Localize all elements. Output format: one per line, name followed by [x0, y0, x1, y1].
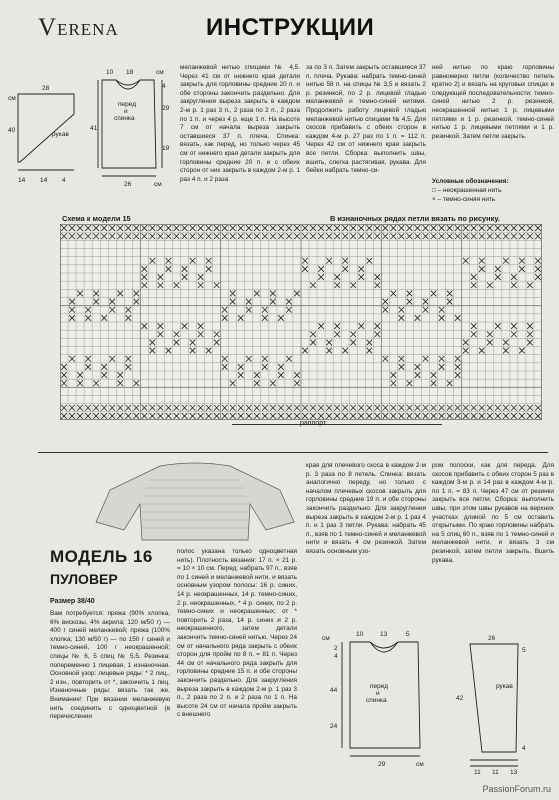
text-column-3: ней нитью по краю горловины равномерно петли (количество петель кратно 2) и вязать на круговых спицах в следующей последовательности: темно-синей нитью 2 р. резинкой, неокрашенной нитью 1 р. лицевыми петлями и 1 р. резинкой, темно-синей нитью 1 р. лицевыми петлями и 1 р. резинкой. Затем петли закрыть. — [432, 64, 554, 140]
svg-text:11: 11 — [474, 769, 481, 776]
schema-title: Схема к модели 15 — [62, 214, 131, 223]
legend-item-cross: × – темно-синяя нить — [432, 195, 496, 203]
svg-text:4: 4 — [334, 653, 338, 660]
text-column-1: меланжевой нитью спицами № 4,5. Через 41 см от нижнего края детали закрыть для горловины средние 20 п. и обе стороны закончить раздельно. Для закругления выреза закрыть в каждом 2-м р. 1 раз 3 п., 2 раза по 2 п., 2 раза по 1 п. и через 4 р. еще 1 п. На высоте 7 см от начала выреза закрыть оставшиеся 37 п. плеча. Спинка: вязать, как перед, но только через 45 см от нижнего края детали закрыть для горловины средние 20 п. и с обеих сторон от них закрыть в каждом 2-м р. 1 раз 4 п. и 2 раза — [180, 64, 300, 183]
svg-text:см: см — [322, 635, 330, 642]
page-header — [38, 12, 538, 42]
svg-text:спинка: спинка — [366, 697, 387, 704]
svg-text:2: 2 — [334, 645, 338, 652]
svg-text:13: 13 — [510, 769, 518, 776]
sweater-illustration — [90, 460, 300, 542]
svg-text:26: 26 — [488, 635, 496, 642]
svg-text:41: 41 — [90, 125, 98, 132]
rapport-line — [232, 424, 442, 425]
model15-pattern-diagram — [6, 64, 176, 192]
svg-text:26: 26 — [124, 181, 132, 188]
page-title: ИНСТРУКЦИИ — [206, 14, 375, 41]
svg-text:рукав: рукав — [496, 683, 513, 690]
svg-text:24: 24 — [330, 723, 338, 730]
svg-text:см: см — [416, 761, 424, 768]
model16-pattern-diagram — [320, 628, 556, 778]
section-divider — [38, 452, 548, 453]
text-column-b1: Вам потребуется: пряжа (90% хлопка, 6% вискозы, 4% акрила; 120 м/50 г) — 400 г синей меланжевой; пряжа (100% хлопка; 130 м/50 г) — по 150 г синей и темно-синей, 100 г неокрашенной; спицы № 6, 5 спиц № 5,5. Резинка: попеременно 1 лицевая, 1 изнаночная. Основной узор: лицевые ряды: * 2 лиц., 2 изн., повторить от *, закончить 1 лиц. Изнаночные ряды: вязать так же. Внимание! При вязании меланжевую нить соединить с одноцветной (в перечислении — [50, 610, 170, 721]
text-column-b4: ром полоски, как для переда. Для скосов прибавить с обеих сторон 5 раз в каждом 3-м р. и 14 раз в каждом 4-м р. по 1 п. = 83 п. Через 47 см от резинки закрыть все петли. Сборка: выполнить швы, при этом швы рукавов на верхних участках длиной по 5 см оставить открытыми. По краю горловины набрать на 5 спиц 60 п., взяв по 1 темно-синей и меланжевой нити, и вязать 3 см резинкой, затем петли закрыть. Вшить рукава. — [432, 462, 554, 564]
legend — [432, 178, 556, 204]
footer-watermark: PassionForum.ru — [482, 784, 551, 794]
svg-text:рукав: рукав — [52, 131, 69, 138]
svg-text:4: 4 — [62, 177, 66, 184]
model-name: ПУЛОВЕР — [50, 571, 118, 587]
svg-text:см: см — [154, 181, 162, 188]
svg-text:5: 5 — [522, 647, 526, 654]
legend-title: Условные обозначения: — [432, 178, 509, 185]
legend-item-plain: □ – неокрашенная нить — [432, 186, 502, 194]
svg-text:4: 4 — [162, 83, 166, 90]
text-column-b2: полос указана только одноцветная нить). Плотность вязания: 17 п. × 21 р. = 10 × 10 см. Перед: набрать 97 п., взяв по 1 синей и меланжевой нити, и вязать основным узором полосы: 16 р. синих, 14 р. неокрашенных, 14 р. темно-синих, 2 р. неокрашенных, * 4 р. синих, по 2 р. темно-синих и неокрашенных; от * повторить 2 раза, 14 р. синих и 2 р. неокрашенного, затем детали закончить темно-синей нитью. Через 24 см от начального ряда закрыть с обеих сторон для пройм по 8 п. = 81 п. Через 44 см от начального ряда закрыть для горловины средние 15 п. и обе стороны закончить раздельно. Для закругления выреза закрыть в каждом 2-м р. 1 раз 3 п., 2 раза по 2 п. и 2 раза по 1 п. На высоте 24 см от начала пройм закрыть с внешнего — [177, 548, 297, 719]
svg-text:40: 40 — [8, 127, 16, 134]
svg-text:5: 5 — [406, 631, 410, 638]
svg-text:44: 44 — [330, 687, 338, 694]
brand-logo: VERENA — [38, 14, 119, 41]
svg-text:42: 42 — [456, 695, 464, 702]
svg-text:перед: перед — [118, 101, 137, 108]
model-size: Размер 38/40 — [50, 598, 95, 605]
schema-note: В изнаночных рядах петли вязать по рисунку. — [330, 214, 500, 223]
svg-text:4: 4 — [522, 745, 526, 752]
rapport-label: раппорт — [300, 420, 327, 427]
svg-text:и: и — [376, 690, 380, 697]
svg-text:13: 13 — [380, 631, 388, 638]
svg-text:14: 14 — [18, 177, 26, 184]
model-label: МОДЕЛЬ 16 — [50, 547, 153, 566]
svg-text:29: 29 — [162, 105, 170, 112]
svg-text:перед: перед — [370, 683, 389, 690]
knitting-chart-grid — [60, 224, 542, 420]
svg-text:18: 18 — [126, 69, 134, 76]
svg-text:14: 14 — [40, 177, 48, 184]
svg-text:см: см — [8, 95, 16, 102]
svg-text:10: 10 — [356, 631, 364, 638]
svg-text:см: см — [156, 69, 164, 76]
text-column-b3: края для плечевого скоса в каждом 2-м р. 3 раза по 8 петель. Спинка: вязать аналогично переду, но только с началом плечевых скосов закрыть для горловины средние 19 п. и обе стороны закончить раздельно. Для закругления выреза закрыть в каждом 2-м р. 1 раз 4 п. и 1 раз 3 петли. Рукава: набрать 45 п., взяв по 1 темно-синей и меланжевой нити и вязать 4 см резинкой. Затем вязать основным узо- — [306, 462, 426, 555]
svg-text:11: 11 — [492, 769, 499, 776]
svg-text:29: 29 — [378, 761, 386, 768]
svg-text:и: и — [124, 108, 128, 115]
svg-text:10: 10 — [106, 69, 114, 76]
text-column-2: за по 3 п. Затем закрыть оставшиеся 37 п. плеча. Рукава: набрать темно-синей нитью 58 п. на спицы № 3,5 и вязать 2 р. резинкой, по 2 р. лицевой гладью меланжевой и темно-синей нитями. Продолжить работу лицевой гладью меланжевой нитью спицами № 4,5. Для скосов прибавить с обеих сторон в каждом 4-м р. 27 раз по 1 п. = 112 п. Через 42 см от нижнего края закрыть все петли. Сборка: выполнить швы, вшить, слегка растягивая, рукава. Для бейки набрать темно-си- — [306, 64, 426, 175]
svg-text:19: 19 — [162, 145, 170, 152]
svg-text:28: 28 — [42, 85, 50, 92]
svg-text:спинка: спинка — [114, 115, 135, 122]
